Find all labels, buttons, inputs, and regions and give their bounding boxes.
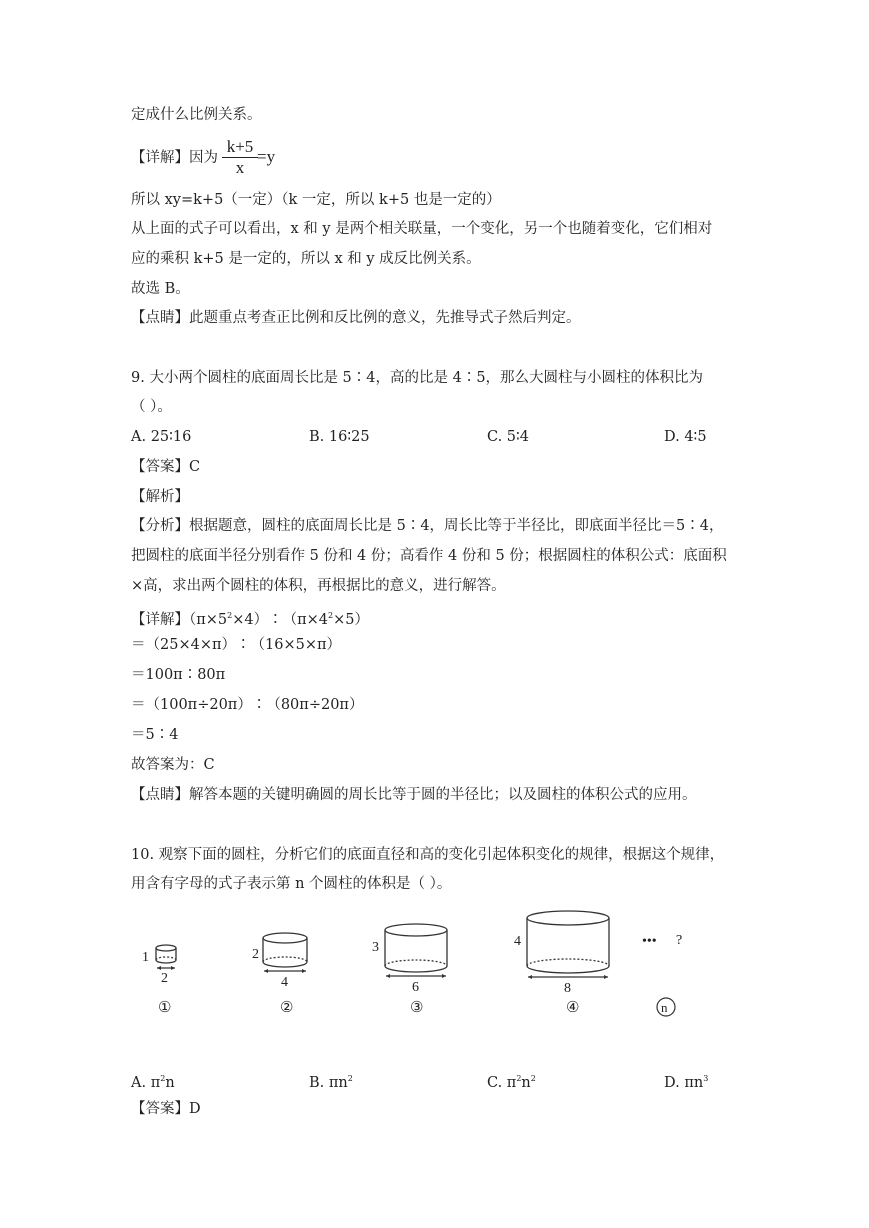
tip-line: 【点睛】此题重点考查正比例和反比例的意义，先推导式子然后判定。: [131, 310, 581, 326]
text-line: 所以 xy=k+5（一定）（k 一定，所以 k+5 也是一定的）: [131, 192, 501, 208]
text-line: 从上面的式子可以看出，x 和 y 是两个相关联量，一个变化，另一个也随着变化，它们相对: [131, 221, 713, 237]
q9-option-c: C. 5∶4: [487, 429, 530, 445]
cyl3-index: ③: [410, 1000, 424, 1016]
q9-analysis-line: ×高，求出两个圆柱的体积，再根据比的意义，进行解答。: [131, 578, 506, 594]
fraction: [222, 138, 258, 178]
cyl2-diameter: 4: [281, 975, 288, 990]
q9-answer: 【答案】C: [131, 459, 201, 475]
superscript: 2: [227, 611, 233, 620]
fraction-equals: =y: [257, 147, 276, 166]
cyl2-index: ②: [280, 1000, 294, 1016]
q9-option-b: B. 16∶25: [309, 429, 370, 445]
q9-detail-part: 【详解】（π×5: [131, 612, 228, 628]
option-text: B. πn: [309, 1075, 348, 1091]
q10-option-d: [664, 1069, 708, 1093]
superscript: 2: [160, 1074, 166, 1083]
q9-conclusion: 故答案为：C: [131, 757, 215, 773]
q10-option-b: [309, 1069, 353, 1093]
cyl3-height: 3: [372, 940, 379, 955]
q9-analysis-heading: 【解析】: [131, 489, 189, 505]
q10-answer: 【答案】D: [131, 1101, 201, 1117]
cyl1-height: 1: [142, 950, 149, 965]
cyl4-diameter: 8: [564, 981, 571, 996]
fraction-denominator: x: [235, 158, 245, 177]
q9-option-a: A. 25∶16: [131, 429, 192, 445]
q9-detail-part: ×5）: [333, 612, 369, 628]
cyln-index: n: [661, 1000, 668, 1015]
q9-detail-line: ＝（100π÷20π）∶（80π÷20π）: [131, 697, 364, 713]
q9-detail-line: [131, 606, 369, 630]
q9-detail-part: ×4）∶（π×4: [232, 612, 329, 628]
cyl4-height: 4: [514, 934, 521, 949]
option-text: A. π: [131, 1075, 161, 1091]
superscript: 3: [703, 1074, 709, 1083]
q10-option-c: [487, 1069, 536, 1093]
cyl3-diameter: 6: [412, 980, 419, 995]
q9-stem-cont: （ ）。: [131, 399, 172, 415]
q9-option-d: D. 4∶5: [664, 429, 707, 445]
q10-stem-cont: 用含有字母的式子表示第 n 个圆柱的体积是（ ）。: [131, 876, 452, 892]
detail-prefix: 【详解】因为: [131, 150, 218, 166]
text-line: 应的乘积 k+5 是一定的，所以 x 和 y 成反比例关系。: [131, 251, 481, 267]
superscript: 2: [328, 611, 334, 620]
cyl1-diameter: 2: [161, 971, 168, 986]
option-text: n: [165, 1075, 175, 1091]
q9-detail-line: ＝5∶4: [131, 727, 179, 743]
cyl2-height: 2: [252, 947, 259, 962]
q9-detail-line: ＝100π∶80π: [131, 667, 226, 683]
q9-stem: 9. 大小两个圆柱的底面周长比是 5∶4，高的比是 4∶5，那么大圆柱与小圆柱的体积比为: [131, 370, 704, 386]
option-text: C. π: [487, 1075, 517, 1091]
ellipsis-dots: •••: [642, 934, 657, 949]
question-mark: ?: [676, 933, 683, 948]
text-line: 故选 B。: [131, 281, 190, 297]
q9-tip: 【点睛】解答本题的关键明确圆的周长比等于圆的半径比；以及圆柱的体积公式的应用。: [131, 787, 697, 803]
q9-analysis-line: 【分析】根据题意，圆柱的底面周长比是 5∶4，周长比等于半径比，即底面半径比＝5∶4，: [131, 518, 724, 534]
cyl1-index: ①: [158, 1000, 172, 1016]
q10-stem: 10. 观察下面的圆柱，分析它们的底面直径和高的变化引起体积变化的规律，根据这个规律，: [131, 847, 725, 863]
q9-detail-line: ＝（25×4×π）∶（16×5×π）: [131, 637, 342, 653]
superscript: 2: [347, 1074, 353, 1083]
superscript: 2: [516, 1074, 522, 1083]
q10-option-a: [131, 1069, 175, 1093]
option-text: D. πn: [664, 1075, 704, 1091]
superscript: 2: [530, 1074, 536, 1083]
cylinder-figure: [130, 900, 710, 1030]
text-line: 定成什么比例关系。: [131, 107, 262, 123]
cyl4-index: ④: [566, 1000, 580, 1016]
q9-analysis-line: 把圆柱的底面半径分别看作 5 份和 4 份；高看作 4 份和 5 份；根据圆柱的体积公式：底面积: [131, 548, 727, 564]
fraction-numerator: k+5: [222, 138, 258, 158]
option-text: n: [521, 1075, 531, 1091]
